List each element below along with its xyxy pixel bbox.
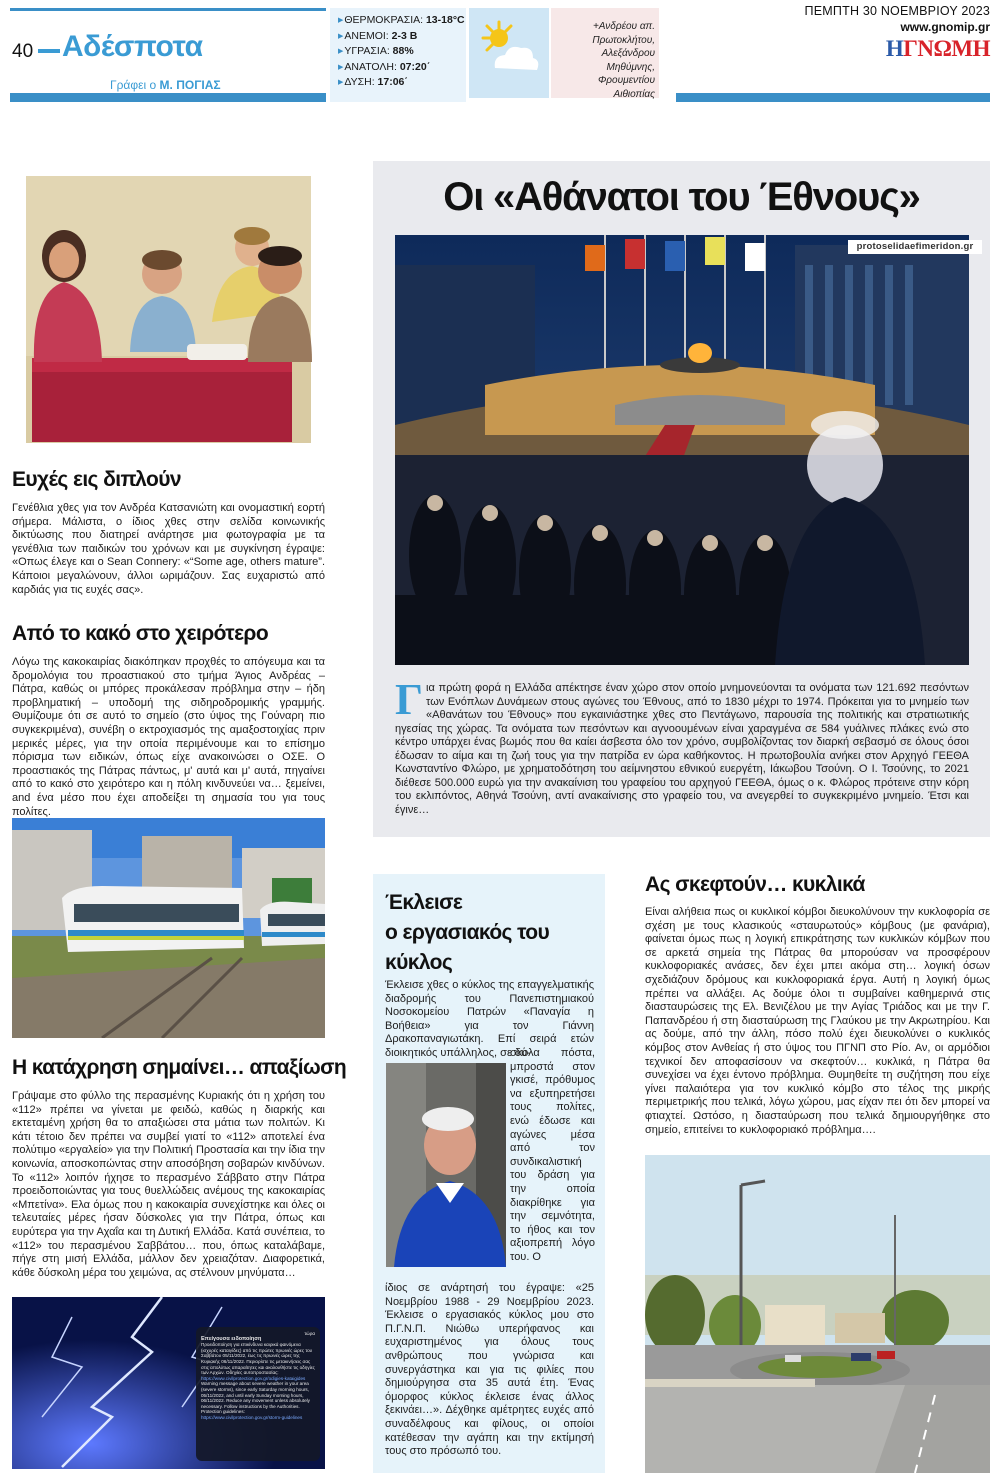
issue-date: ΠΕΜΠΤΗ 30 ΝΟΕΜΒΡΙΟΥ 2023 [804,4,990,18]
triangle-icon: ▶ [338,17,344,24]
title-dash [38,49,60,53]
career-text-bottom: ίδιος σε ανάρτησή του έγραψε: «25 Νοεμβρίου 1988 - 29 Νοεμβρίου 2023. Έκλεισε ο εργασιακός κύκλος μου στο Π.Γ.Ν.Π. Νιώθω υπερήφανος και ευχαριστημένος για όλους τους ανθρώπους που γνώρισα και συνεργάστηκα και για τις φιλίες που δημιούργησα στα 35 αυτά έτη. Ένας όμορφος κύκλος έκλεισε ένας άλλος ξεκινάει…». Δέχθηκε αμέτρητες ευχές από συναδέλφους και φίλους, οι οποίοι κατέθεσαν την αγάπη και την εκτίμησή τους στο πρόσωπό του. [385,1282,594,1458]
page-header [0,0,1000,104]
weather-label: ΥΓΡΑΣΙΑ: [344,45,390,57]
weather-label: ΔΥΣΗ: [344,76,375,88]
byline [110,78,221,92]
roundabouts-text: Είναι αλήθεια πως οι κυκλικοί κόμβοι διευκολύνουν την κυκλοφορία σε σχέση με τους κλασικούς «σταυρωτούς» κόμβους (με φανάρια), φαίνεται όμως πως η λογική επικράτησης των κυκλικών κόμβων που σε αρκετά σημεία της Πάτρας θα μπορούσαν να προσφέρουν κυκλοφοριακές ανάσες, δεν έχει μπει ακόμα στη… λογική όσων σχεδιάζουν δρόμους και κυκλοφοριακά έργα. Αυτή η λογική όμως πρέπει να αλλάξει. Ας δούμε όλοι τι συμβαίνει καθημερινά στις διασταυρώσεις της Ελ. Βενιζέλου με την Αγίας Τριάδος και με την Γ. Παπανδρέου ή στη διασταύρωση της Γλαύκου με την Ακρωτηρίου. Και ας δούμε, από την άλλη, πόσο πολύ έχει διευκολύνει ο κυκλικός κόμβος στον Ανθείας ή στο ύψος του ΠΓΝΠ στο Ρίο. Αν, οι αρμόδιοι τεχνικοί δεν αποφασίσουν να σκεφτούν… κυκλικά, η Πάτρα θα συνεχίσει να έχει έντονο πρόβλημα. Θυμηθείτε τη συζήτηση που είχε γίνει παλαιότερα για τον κυκλικό κόμβο στο τέλος της μικρής περιμετρικής που τελικά, λόγω χώρου, μας είχαν πει ότι δεν μπορεί να φτιαχτεί. Ωστόσο, η διασταύρωση που τελικά δημιουργήθηκε στο σημείο, επιτείνει το κυκλοφοριακό πρόβλημα…. [645,906,990,1136]
header-rule [676,93,990,102]
weather-box [330,8,466,102]
watermark: protoselidaefimeridon.gr [848,240,982,254]
notification-english: Warning message about severe weather in your area (severe storms), since early Saturday morning hours, 05/11/2022, and until early Sunday morning hours, 06/11/2022. Reduce any movement unless absolutely necessary. Follow instructions by the Authorities. Protection guidelines: [201,1381,310,1415]
byline-author: Μ. ΠΟΓΙΑΣ [159,78,221,92]
notification-title: Επείγουσα ειδοποίηση [201,1335,262,1342]
byline-prefix: Γράφει ο [110,78,157,92]
career-title-line: Έκλεισε [385,891,463,914]
notification-link[interactable]: https://www.civilprotection.gov.gr/storm-guidelines [201,1414,303,1420]
weather-value: 07:20΄ [399,60,431,73]
feature-body: ια πρώτη φορά η Ελλάδα απέκτησε έναν χώρο στον οποίο μνημονεύονται τα ονόματα των 121.692 πεσόντων των Ενόπλων Δυνάμεων στους αγώνες του Έθνους, από το 1830 μέχρι το 1974. Πρόκειται για το μνημείο των «Αθανάτων του Έθνους» που εγκαινιάστηκε χθες στο Πεντάγωνο, παρουσία της πολιτικής και στρατιωτικής ηγεσίας της χώρας. Τα ονόματα των πεσόντων και αγνοουμένων είναι χαραγμένα σε 584 γυάλινες πλάκες ενώ στο κέντρο υπάρχει ένας βωμός που θα καίει άσβεστα όλο τον χρόνο, συμβολίζοντας τον διαρκή σεβασμό σε όλους όσοι έδωσαν το αίμα και τη ζωή τους για την πατρίδα εν ώρα καθήκοντος. Η πρωτοβουλία ανήκει στον Αρχηγό ΓΕΕΘΑ Κωνσταντίνο Φλώρο, με χρηματοδότηση του αείμνηστου εθνικού ευεργέτη, Ιάκωβου Τσούνη. Ο Ι. Τσούνης, το 2021 διέθεσε 500.000 ευρώ για την ανακαίνιση του γραφείου του αρχηγού ΓΕΕΘΑ, όμως ο κ. Φλώρος πρότεινε στην κόρη του εκλιπόντος, Αθηνά Τσούνη, αντί ανακαίνισης στο γραφείο του, να ανεγερθεί το συγκεκριμένο μνημείο. Έτσι και έγινε… [395,682,969,816]
storm-alert-image [12,1297,325,1469]
career-title-line: κύκλος [385,951,453,974]
weather-value: 88% [392,45,414,57]
weather-row [338,29,458,45]
portrait-photo [386,1063,506,1267]
logo-letter: Η [885,36,904,61]
sun-behind-cloud-icon [469,8,549,98]
weather-label: ΑΝΕΜΟΙ: [344,29,389,42]
notification-greek: Προειδοποίηση για επικίνδυνα καιρικά φαινόμενα (ισχυρές καταιγίδες) από τις πρώτες πρωινές ώρες του Σαββάτου 05/11/2022, έως τις πρωινές ώρες της Κυριακής 06/11/2022. Περιορίστε τις μετακινήσεις σας στις απολύτως απαραίτητες και ακολουθήστε τις οδηγίες των Αρχών. Οδηγίες αυτοπροστασίας: [201,1342,315,1376]
dropcap: Γ [395,675,423,724]
career-title-line: ο εργασιακός του [385,921,550,944]
wishes-title: Ευχές εις διπλούν [12,468,181,491]
career-text-top: Έκλεισε χθες ο κύκλος της επαγγελματικής διαδρομής του Πανεπιστημιακού Νοσοκομείου Πατρών «Παναγία η Βοήθεια» για τον Γιάννη Δρακοπαναγιωτάκη. Επί σειρά ετών διοικητικός υπάλληλος, σε δύ- [385,979,594,1059]
abuse-text: Γράψαμε στο φύλλο της περασμένης Κυριακής ότι η χρήση του «112» πρέπει να γίνεται με φειδώ, καθώς η διαρκής και εκτεταμένη χρήση θα το απαξιώσει στα μάτια των πολιτών. Κι κάτι τέτοιο δεν πρέπει να συμβεί γιατί το «112» αποτελεί ένα πολύτιμο «εργαλείο» για την Πολιτική Προστασία και την ίδια την κοινωνία, αποσκοπώντας στην αποσόβηση σοβαρών κινδύνων. Το «112» λοιπόν ήχησε το περασμένο Σάββατο στην Πάτρα προειδοποιώντας για τους θυελλώδεις ανέμους της κακοκαιρίας «Μπετίνα». Ελα όμως που η κακοκαιρία συνεχίστηκε και όλες οι τελευταίες μέρες ήσαν δύσκολες για την Πάτρα, όπως και ευρύτερα για την Αχαΐα και τη Δυτική Ελλάδα. Κατά συνέπεια, το «112» του περασμένου Σαββάτου… που, όπως καταλάβαμε, πήγε στη μισή Ελλάδα, μάλλον δεν χρειαζόταν. Διαφορετικά, κάθε δύσκολη μέρα του χειμώνα, ας στέλνουν μηνύματα… [12,1090,325,1279]
triangle-icon: ▶ [338,48,344,55]
section-title-text: Αδέσποτα [62,30,203,63]
weather-row [338,44,458,60]
triangle-icon: ▶ [338,32,344,40]
header-rule [10,8,326,11]
feature-article [373,161,990,837]
roundabout-photo [645,1155,990,1473]
weather-label: ΑΝΑΤΟΛΗ: [344,60,397,73]
weather-value: 17:06΄ [377,76,408,88]
feature-text [395,675,969,817]
logo-word: ΓΝΩΜΗ [903,36,990,61]
page-number: 40 [12,41,34,62]
monument-photo [395,235,969,665]
train-photo [12,818,325,1038]
section-header [10,8,326,102]
newspaper-logo [886,36,990,62]
wishes-text: Γενέθλια χθες για τον Ανδρέα Κατσανιώτη και ονομαστική εορτή σήμερα. Μάλιστα, ο ίδιος χθες στην σελίδα κοινωνικής δικτύωσης που διατηρεί ανάρτησε μια φωτογραφία με τα γενέθλια των παιδικών του χρόνων και με συγκίνηση έγραψε: «Οπως έλεγε και ο Sean Connery: «“Some age, others mature”. Κάποιοι μεγαλώνουν, άλλοι ωριμάζουν. Σας ευχαριστώ από καρδιάς για τις ευχές σας». [12,502,325,596]
weather-row [338,13,465,29]
weather-label: ΘΕΡΜΟΚΡΑΣΙΑ: [344,14,424,26]
triangle-icon: ▶ [338,63,344,71]
weather-value: 13-18°C [425,14,465,26]
section-title [38,30,203,64]
trains-text: Λόγω της κακοκαιρίας διακόπηκαν προχθές το απόγευμα και τα δρομολόγια του προαστιακού στο τμήμα Άγιος Ανδρέας – Πάτρα, καθώς οι μπόρες προκάλεσαν πρόβλημα στην – ήδη προβληματική – υποδομή της σιδηροδρομικής γραμμής. Θυμίζουμε ότι σε αυτό το σημείο (στο ύψος της Γούναρη πιο συγκεκριμένα), συνέβη ο εκτροχιασμός της αμαξοστοιχίας πριν μερικές μέρες, για την οποία περιμένουμε και το επίσημο πόρισμα των ειδικών, όπως είχε ανακοινώσει ο ΟΣΕ. Ο προαστιακός της Πάτρας πάντως, μ' αυτά και μ' αυτά, πηγαίνει από το κακό στο χειρότερο και η πόλη κινδυνεύει να… ξεμείνει, and ένα μέσο που έχει αποδείξει τη σημασία του για τους πολίτες. [12,656,325,818]
header-rule [10,93,326,102]
phone-notification [196,1327,320,1461]
weather-row [338,75,458,91]
notification-link[interactable]: https://www.civilprotection.gov.gr/odigies-kataigides [201,1375,306,1381]
notification-time: τώρα [304,1331,315,1336]
triangle-icon: ▶ [338,79,344,86]
roundabouts-title: Ας σκεφτούν… κυκλικά [645,873,865,896]
masthead [676,0,990,104]
weather-row [338,60,458,76]
website-link[interactable]: www.gnomip.gr [900,20,990,34]
career-text-side: σκολα πόστα, μπροστά στον γκισέ, πρόθυμος να εξυπηρετήσει τους πολίτες, ενώ έδωσε και αγώνες μέσα από τον συνδικαλιστική του δράση για την οποία διακρίθηκε για την σεμνότητα, το ήθος και τον αξιοπρεπή λόγο του. Ο [510,1047,595,1263]
trains-title: Από το κακό στο χειρότερο [12,622,269,645]
feature-title: Οι «Αθάνατοι του Έθνους» [443,175,920,219]
weather-value: 2-3 B [391,29,418,42]
career-title [385,888,549,978]
abuse-title: Η κατάχρηση σημαίνει… απαξίωση [12,1056,347,1079]
birthday-photo [12,162,325,457]
saints-of-day: +Ανδρέου απ. Πρωτοκλήτου, Αλεξάνδρου Μηθύμνης, Φρουμεντίου Αιθιοπίας [551,8,659,98]
